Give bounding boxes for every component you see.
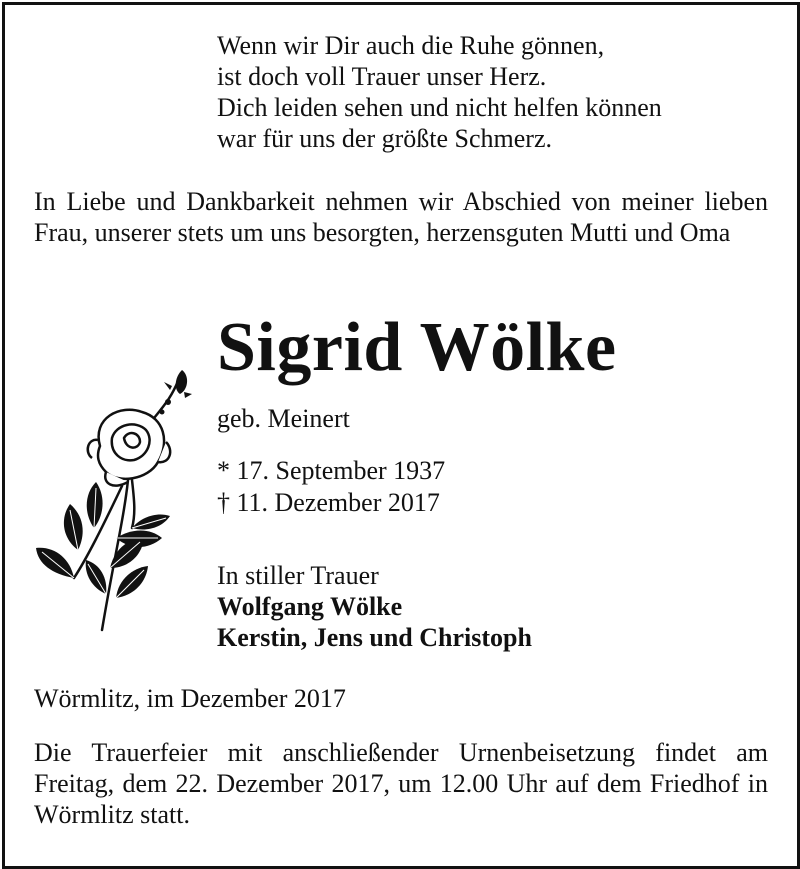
born-name: geb. Meinert [217, 404, 350, 433]
funeral-notice: Die Trauerfeier mit anschließender Urnenbeisetzung findet am Freitag, dem 22. Dezember 2017, um 12.00 Uhr auf dem Friedhof in Wörmlitz statt. [34, 738, 768, 829]
poem-line: Wenn wir Dir auch die Ruhe gönnen, [217, 31, 605, 60]
rose-icon [32, 368, 207, 633]
mourner-name: Wolfgang Wölke [217, 592, 403, 621]
mourner-name: Kerstin, Jens und Christoph [217, 623, 532, 652]
deceased-name: Sigrid Wölke [217, 309, 617, 386]
birth-date: * 17. September 1937 [217, 456, 446, 485]
mourners-intro: In stiller Trauer [217, 561, 379, 590]
poem-line: war für uns der größte Schmerz. [217, 124, 552, 153]
place-date: Wörmlitz, im Dezember 2017 [34, 684, 346, 713]
intro-text: In Liebe und Dankbarkeit nehmen wir Abschied von meiner lieben Frau, unserer stets um uns besorgten, herzensguten Mutti und Oma [34, 187, 768, 247]
poem [217, 30, 662, 154]
poem-line: Dich leiden sehen und nicht helfen können [217, 93, 662, 122]
poem-line: ist doch voll Trauer unser Herz. [217, 62, 547, 91]
death-date: † 11. Dezember 2017 [217, 488, 440, 517]
mourners [217, 560, 532, 653]
life-dates [217, 455, 445, 519]
